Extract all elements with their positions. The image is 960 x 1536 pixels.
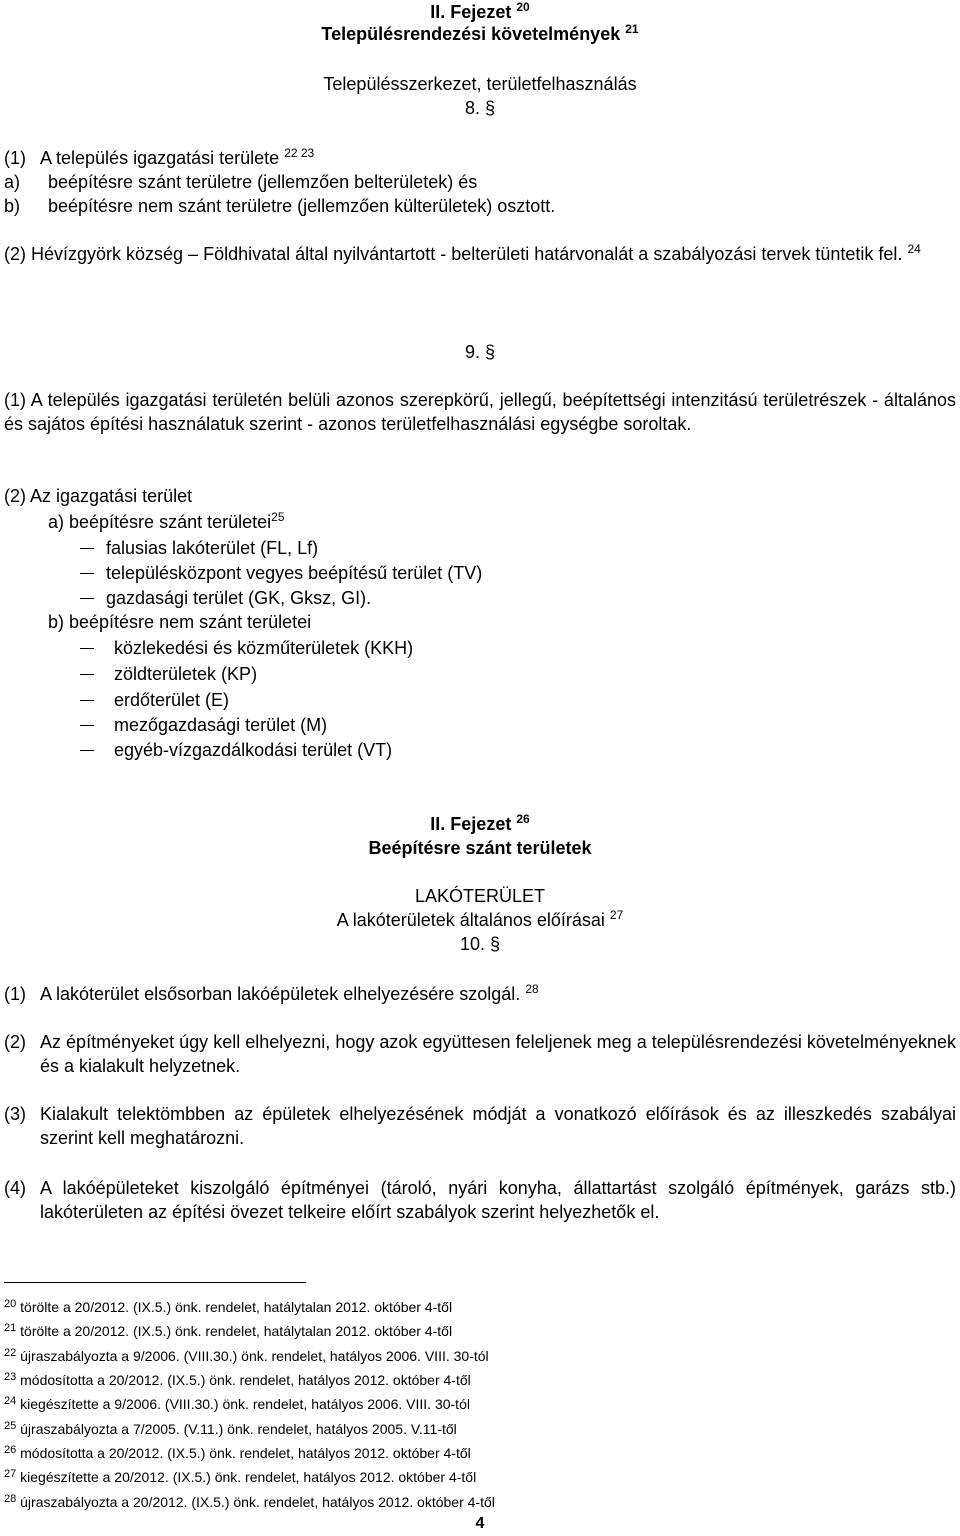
list-item [0, 561, 960, 585]
footnote-ref: 27 [609, 908, 624, 922]
chapter-heading [0, 812, 960, 836]
footnote-number: 21 [4, 1322, 17, 1334]
footnote [4, 1298, 452, 1316]
list-text: gazdasági terület (GK, Gksz, GI). [106, 588, 372, 608]
paragraph-8-2 [4, 242, 956, 266]
list-item [0, 688, 960, 712]
subtitle: Településszerkezet, területfelhasználás [323, 74, 637, 94]
paragraph-9-2: (2) Az igazgatási terület [4, 486, 193, 506]
section-8: 8. § [464, 98, 496, 118]
paragraph-number: (1) [4, 148, 26, 168]
footnote-text: kiegészítette a 20/2012. (IX.5.) önk. rendelet, hatályos 2012. október 4-től [20, 1469, 477, 1485]
list-text: közlekedési és közműterületek (KKH) [114, 638, 414, 658]
list-label: b) [4, 196, 21, 216]
footnote-ref: 20 [516, 0, 530, 14]
list-text: településközpont vegyes beépítésű terület (TV) [106, 563, 483, 583]
chapter-heading [0, 0, 960, 24]
chapter-title-text: Településrendezési követelmények [321, 24, 621, 44]
dash-icon [80, 598, 94, 599]
dash-icon [80, 573, 94, 574]
footnote-number: 24 [4, 1395, 17, 1407]
section-10: 10. § [459, 934, 501, 954]
footnote-number: 23 [4, 1371, 17, 1383]
paragraph-number: (3) [4, 1104, 26, 1124]
paragraph-text: (2) Hévízgyörk község – Földhivatal által nyilvántartott - belterületi határvonalát a szabályozási tervek tüntetik fel. [4, 244, 903, 264]
section-subheading [0, 908, 960, 932]
paragraph-9-1: (1) A település igazgatási területén belüli azonos szerepkörű, jellegű, beépítettségi intenzitású területrészek - általános és sajátos építési használatuk szerint - azonos területfelhasználási egységbe soroltak. [4, 390, 956, 434]
footnote-separator [4, 1282, 306, 1283]
list-item-9a [48, 510, 285, 534]
footnote-text: újraszabályozta a 9/2006. (VIII.30.) önk. rendelet, hatályos 2006. VIII. 30-tól [20, 1348, 489, 1364]
footnote-ref: 25 [271, 510, 285, 524]
footnote-number: 28 [4, 1493, 17, 1505]
paragraph-text: Az építményeket úgy kell elhelyezni, hogy azok együttesen feleljenek meg a településrendezési követelményeknek és a kialakult helyzetnek. [40, 1032, 956, 1076]
dash-icon [80, 548, 94, 549]
list-text: erdőterület (E) [114, 690, 230, 710]
chapter-title: Beépítésre szánt területek [368, 838, 592, 858]
footnote-text: módosította a 20/2012. (IX.5.) önk. rendelet, hatályos 2012. október 4-től [20, 1445, 471, 1461]
paragraph-text: A település igazgatási területe [40, 148, 280, 168]
list-item [0, 662, 960, 686]
list-text: beépítésre nem szánt területre (jellemzően külterületek) osztott. [48, 196, 556, 216]
paragraph-text: A lakóépületeket kiszolgáló építményei (tároló, nyári konyha, állattartást szolgáló építmények, garázs stb.) lakóterületen az építési övezet telkeire előírt szabályok szerint helyezhetők el. [40, 1178, 956, 1222]
footnote [4, 1322, 452, 1340]
list-item [0, 636, 960, 660]
dash-icon [80, 674, 94, 675]
footnote-text: törölte a 20/2012. (IX.5.) önk. rendelet, hatálytalan 2012. október 4-től [20, 1299, 453, 1315]
chapter-label: II. Fejezet [430, 2, 512, 22]
paragraph-number: (4) [4, 1178, 26, 1198]
list-text: beépítésre szánt területre (jellemzően belterületek) és [48, 172, 478, 192]
footnote [4, 1347, 489, 1365]
list-item [0, 738, 960, 762]
page-number: 4 [475, 1515, 485, 1532]
subheading-text: A lakóterületek általános előírásai [336, 910, 605, 930]
footnote [4, 1420, 457, 1438]
footnote-number: 25 [4, 1420, 17, 1432]
dash-icon [80, 725, 94, 726]
paragraph-number: (2) [4, 1032, 26, 1052]
list-text: a) beépítésre szánt területei [48, 512, 272, 532]
footnote-text: törölte a 20/2012. (IX.5.) önk. rendelet, hatálytalan 2012. október 4-től [20, 1323, 453, 1339]
list-item [0, 536, 960, 560]
dash-icon [80, 750, 94, 751]
footnote-ref: 28 [525, 982, 539, 996]
footnote [4, 1395, 470, 1413]
footnote-text: kiegészítette a 9/2006. (VIII.30.) önk. rendelet, hatályos 2006. VIII. 30-tól [20, 1396, 470, 1412]
section-heading: LAKÓTERÜLET [414, 886, 546, 906]
footnote [4, 1468, 476, 1486]
list-text: falusias lakóterület (FL, Lf) [106, 538, 319, 558]
dash-icon [80, 648, 94, 649]
footnote-number: 22 [4, 1347, 17, 1359]
footnote-number: 27 [4, 1468, 17, 1480]
chapter-title [0, 22, 960, 46]
list-item [0, 586, 960, 610]
footnote [4, 1371, 471, 1389]
paragraph-text: Kialakult telektömbben az épületek elhelyezésének módját a vonatkozó előírások és az illeszkedés szabályai szerint kell meghatározni. [40, 1104, 956, 1148]
paragraph-text: A lakóterület elsősorban lakóépületek elhelyezésére szolgál. [40, 984, 521, 1004]
footnote-number: 26 [4, 1444, 17, 1456]
footnote-ref: 22 23 [284, 146, 315, 160]
footnote-ref: 26 [516, 812, 530, 826]
footnote [4, 1493, 495, 1511]
footnote-text: újraszabályozta a 7/2005. (V.11.) önk. rendelet, hatályos 2005. V.11-től [20, 1421, 457, 1437]
footnote-text: újraszabályozta a 20/2012. (IX.5.) önk. rendelet, hatályos 2012. október 4-től [20, 1494, 495, 1510]
list-text: zöldterületek (KP) [114, 664, 258, 684]
footnote-ref: 24 [907, 242, 921, 256]
section-9: 9. § [464, 342, 496, 362]
footnote [4, 1444, 471, 1462]
list-text: egyéb-vízgazdálkodási terület (VT) [114, 740, 393, 760]
footnote-number: 20 [4, 1298, 17, 1310]
list-label: a) [4, 172, 21, 192]
dash-icon [80, 700, 94, 701]
footnote-ref: 21 [625, 22, 639, 36]
paragraph-number: (1) [4, 984, 26, 1004]
list-item-9b: b) beépítésre nem szánt területei [48, 612, 312, 632]
footnote-text: módosította a 20/2012. (IX.5.) önk. rendelet, hatályos 2012. október 4-től [20, 1372, 471, 1388]
list-item [0, 713, 960, 737]
list-text: mezőgazdasági terület (M) [114, 715, 328, 735]
chapter-label: II. Fejezet [430, 814, 512, 834]
